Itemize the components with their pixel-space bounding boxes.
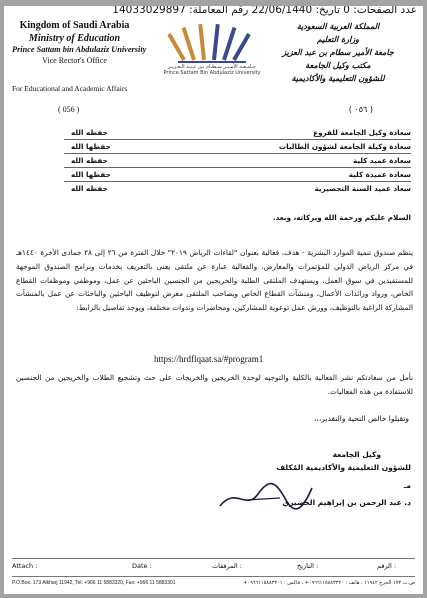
office-label: Vice Rector's Office [42,56,107,65]
recipient-title: سعادة عميدة كلية [348,170,411,179]
signatory-role: للشؤون التعليمية والأكاديمية المُكلف [276,462,411,472]
address-ar: ص.ب ١٧٣ الخرج ١١٩٤٢ ، هاتف : ٠٩٦٦١١٥٨٨٣٣٢٠+ ، فاكس : ٠٩٦٦١١٥٨٨٣٣٠١+ [243,580,415,586]
recipient-greeting: حفظه الله [71,128,108,137]
divider [64,139,411,140]
closing-line: وتقبلوا خالص التحية والتقدير،،، [314,414,409,423]
address-en: P.O.Box. 173 Alkharj 11942, Tel: +966 11 5883320, Fax: +966 11 5883301 [12,580,176,586]
letter-number-ar: ( ٠٥٦ ) [348,105,373,114]
body-paragraph: ينظم صندوق تنمية الموارد البشرية - هدف، فعالية بعنوان "لقاءات الرياض ٢٠١٩" خلال الفترة من ٢٦ إلى ٢٨ جمادى الأخرة ١٤٤٠هـ في مركز الرياض الدولي للمؤتمرات والمعارض، والفعالية عبارة عن ملتقى يعنى بالتعريف بخدمات وبرامج الصندوق الموجهة للمستفيدين في سوق العمل، ويستهدف الملتقى الطلبة والخريجين من الجنسين الباحثين عن عمل، وموظفي وموظفات القطاع الخاص، ورواد ورائدات الأعمال، ومنشآت القطاع الخاص ويصاحب الملتقى معرض لتوظيف الباحثين والباحثات عن عمل بالمنشآت المشاركة الراغبة بالتوظيف، وورش عمل توعوية للمشاركين، ومحاضرات وندوات مختلفة، ويوجد تفاصيل بالرابط: [16,248,413,313]
signatory-name: د. عبد الرحمن بن إبراهيم الخضيري [282,497,411,507]
recipient-greeting: حفظها الله [71,170,111,179]
recipient-greeting: حفظها الله [71,142,111,151]
attach-label: Attach : [12,562,38,570]
logo-caption-en: Prince Sattam Bin Abdulaziz University [163,70,261,76]
ministry-label: Ministry of Education [28,33,121,44]
transaction-stamp: عدد الصفحات: 0 تاريخ: 22/06/1440 رقم المعاملة: 14033029897 [112,6,417,16]
logo-caption-ar: جـامـعـة الأمـيـر سـطـام بـن عـبـد الـعـزيـز [167,64,257,70]
ministry-label-ar: وزارة التعليم [316,34,360,44]
office-label-ar: مكتب وكيل الجامعة [305,60,371,70]
handwritten-signature [216,476,316,516]
letter-page [4,6,423,594]
university-logo [162,24,262,86]
arabic-letterhead [263,20,413,85]
footer-divider [12,558,415,559]
salutation: السلام عليكم ورحمة الله وبركاته، وبعد. [272,213,411,222]
letter-number-en: ( 056 ) [58,105,80,114]
number-label-ar: الرقم : [377,562,397,570]
recipient-title: سعادة وكيلة الجامعة لشؤون الطالبات [278,142,411,151]
kingdom-label-ar: المملكة العربية السعودية [296,21,380,31]
recipient-greeting: حفظه الله [71,184,108,193]
program-link[interactable]: https://hrdflqaat.sa/#program1 [154,354,264,364]
english-letterhead [12,20,147,65]
footer-divider [12,576,415,577]
recipient-greeting: حفظه الله [71,156,108,165]
attachments-label-ar: المرفقات : [212,562,242,570]
logo-caption [144,64,280,76]
recipient-title: سعادة وكيل الجامعة للفروع [313,128,411,137]
affairs-label-ar: للشؤون التعليمية والأكاديمية [291,73,385,83]
recipient-title: سعاد عميد السنة التحضيرية [314,184,411,193]
divider [64,181,411,182]
recipient-title: سعادة عميد كلية [353,156,411,165]
signatory-title: وكيل الجامعة [332,450,381,459]
letter-body [16,246,413,315]
university-label: Prince Sattam bin Abdulaziz University [12,45,147,54]
date-label-ar: التاريخ : [297,562,319,570]
date-label: Date : [132,562,152,570]
divider [64,167,411,168]
university-label-ar: جامعة الأمير سطام بن عبد العزيز [282,47,394,57]
divider [64,153,411,154]
kingdom-label: Kingdom of Saudi Arabia [19,20,130,31]
signature-prefix: مـ [403,481,411,490]
body-paragraph-request: نأمل من سعادتكم نشر الفعالية بالكلية والتوجيه لوحدة الخريجين والخريجات على حث وتشجيع الطلاب والخريجين من الجنسين للاستفادة من هذه الفعاليات. [16,373,413,396]
affairs-label: For Educational and Academic Affairs [12,84,128,93]
